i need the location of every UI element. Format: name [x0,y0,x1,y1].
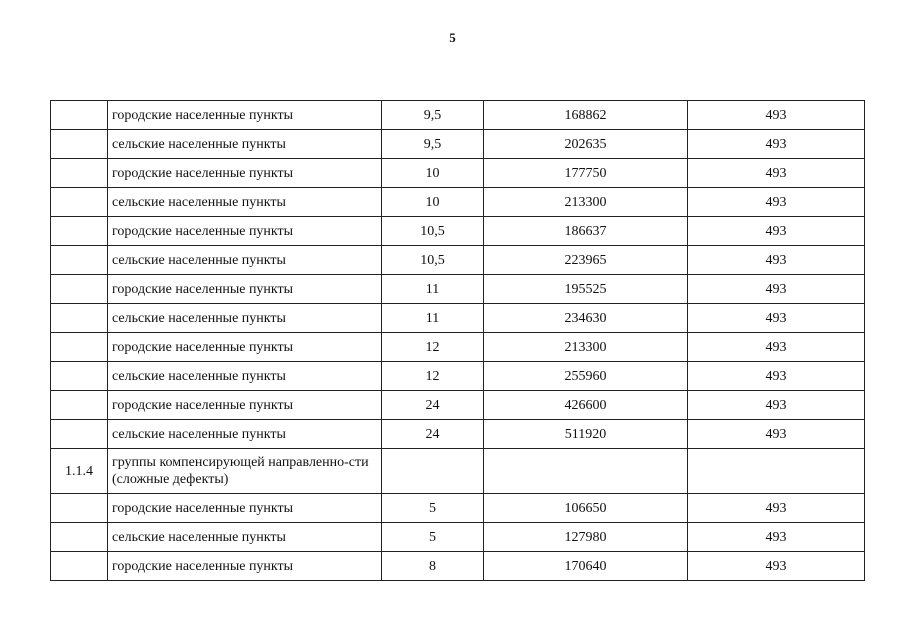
row-value3-cell [688,449,865,494]
row-value3-cell: 493 [688,159,865,188]
row-number-cell [51,333,108,362]
row-value1-cell: 24 [382,420,484,449]
row-value3-cell: 493 [688,188,865,217]
row-value3-cell: 493 [688,391,865,420]
table-row [51,188,865,217]
row-number-cell [51,246,108,275]
row-value3-cell: 493 [688,101,865,130]
row-value3-cell: 493 [688,130,865,159]
row-number-cell [51,420,108,449]
row-number-cell [51,391,108,420]
row-number-cell [51,523,108,552]
table-row [51,362,865,391]
row-value2-cell: 213300 [484,188,688,217]
row-name-cell: городские населенные пункты [108,101,382,130]
table-row [51,159,865,188]
row-value3-cell: 493 [688,362,865,391]
row-number-cell [51,552,108,581]
table-row [51,246,865,275]
row-value1-cell: 24 [382,391,484,420]
row-name-cell: городские населенные пункты [108,159,382,188]
table-row [51,333,865,362]
row-value1-cell: 12 [382,333,484,362]
row-value2-cell: 127980 [484,523,688,552]
row-value2-cell: 234630 [484,304,688,333]
row-value1-cell: 9,5 [382,101,484,130]
row-value1-cell: 10 [382,159,484,188]
row-value2-cell: 213300 [484,333,688,362]
row-value3-cell: 493 [688,275,865,304]
row-value2-cell: 106650 [484,494,688,523]
table-row [51,523,865,552]
row-value2-cell: 195525 [484,275,688,304]
row-value2-cell: 255960 [484,362,688,391]
row-value1-cell: 9,5 [382,130,484,159]
row-value1-cell [382,449,484,494]
row-name-cell: городские населенные пункты [108,391,382,420]
row-value1-cell: 5 [382,494,484,523]
row-value2-cell: 168862 [484,101,688,130]
row-value3-cell: 493 [688,494,865,523]
row-number-cell: 1.1.4 [51,449,108,494]
table-row [51,420,865,449]
row-value2-cell [484,449,688,494]
row-value1-cell: 11 [382,275,484,304]
row-number-cell [51,275,108,304]
row-value1-cell: 8 [382,552,484,581]
table-row [51,494,865,523]
row-name-cell: городские населенные пункты [108,275,382,304]
row-value3-cell: 493 [688,552,865,581]
table-body [51,101,865,581]
row-number-cell [51,101,108,130]
row-value2-cell: 426600 [484,391,688,420]
row-value1-cell: 10 [382,188,484,217]
row-value3-cell: 493 [688,333,865,362]
table-row [51,217,865,246]
data-table [50,100,865,581]
row-name-cell: группы компенсирующей направленно-сти (сложные дефекты) [108,449,382,494]
table-row [51,130,865,159]
row-value3-cell: 493 [688,217,865,246]
row-number-cell [51,159,108,188]
row-value1-cell: 11 [382,304,484,333]
section-row [51,449,865,494]
row-value3-cell: 493 [688,523,865,552]
row-value2-cell: 177750 [484,159,688,188]
row-value1-cell: 10,5 [382,246,484,275]
row-name-cell: сельские населенные пункты [108,304,382,333]
row-number-cell [51,304,108,333]
row-number-cell [51,188,108,217]
table-row [51,391,865,420]
row-number-cell [51,362,108,391]
row-name-cell: сельские населенные пункты [108,246,382,275]
row-name-cell: городские населенные пункты [108,217,382,246]
table-row [51,552,865,581]
row-value3-cell: 493 [688,420,865,449]
row-name-cell: сельские населенные пункты [108,130,382,159]
row-name-cell: сельские населенные пункты [108,523,382,552]
row-name-cell: сельские населенные пункты [108,362,382,391]
row-value2-cell: 511920 [484,420,688,449]
row-name-cell: городские населенные пункты [108,552,382,581]
row-value3-cell: 493 [688,304,865,333]
row-value1-cell: 5 [382,523,484,552]
table-row [51,275,865,304]
row-value2-cell: 186637 [484,217,688,246]
row-number-cell [51,494,108,523]
row-name-cell: городские населенные пункты [108,333,382,362]
row-value2-cell: 223965 [484,246,688,275]
table-row [51,101,865,130]
row-name-cell: городские населенные пункты [108,494,382,523]
row-name-cell: сельские населенные пункты [108,420,382,449]
page-number: 5 [449,30,456,45]
table-row [51,304,865,333]
row-name-cell: сельские населенные пункты [108,188,382,217]
row-value2-cell: 202635 [484,130,688,159]
row-value3-cell: 493 [688,246,865,275]
row-value2-cell: 170640 [484,552,688,581]
row-number-cell [51,217,108,246]
row-number-cell [51,130,108,159]
row-value1-cell: 10,5 [382,217,484,246]
row-value1-cell: 12 [382,362,484,391]
